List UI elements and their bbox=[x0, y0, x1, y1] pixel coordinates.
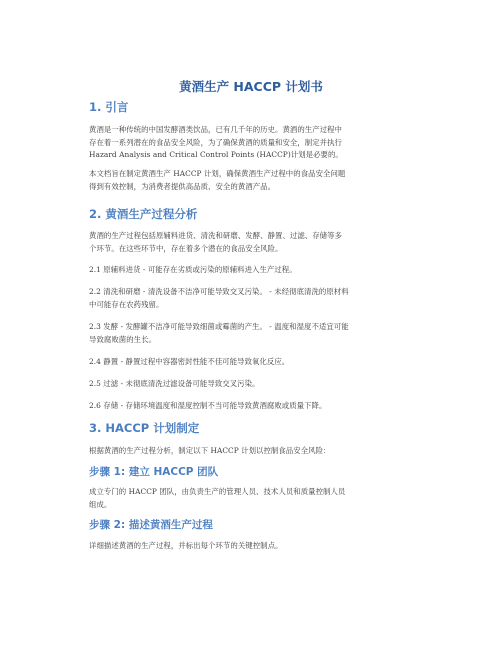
text-line: 成立专门的 HACCP 团队，由负责生产的管理人员、技术人员和质量控制人员 bbox=[89, 487, 346, 496]
text-line: 黄酒的生产过程包括原辅料进货、清洗和研磨、发酵、静置、过滤、存储等多 bbox=[89, 231, 342, 240]
text-line: 详细描述黄酒的生产过程，并标出每个环节的关键控制点。 bbox=[89, 541, 283, 550]
text-line: 2.2 清洗和研磨 - 清洗设备不洁净可能导致交叉污染。 - 未经彻底清洗的原材料 bbox=[89, 287, 349, 296]
process-item-2-1 bbox=[89, 264, 419, 277]
text-line: 根据黄酒的生产过程分析，制定以下 HACCP 计划以控制食品安全风险： bbox=[89, 446, 331, 455]
text-line: 组成。 bbox=[89, 499, 112, 509]
process-item-2-2 bbox=[89, 286, 419, 311]
text-line: 2.6 存储 - 存储环境温度和湿度控制不当可能导致黄酒腐败或质量下降。 bbox=[89, 401, 327, 410]
text-line: 本文档旨在制定黄酒生产 HACCP 计划，确保黄酒生产过程中的食品安全问题 bbox=[89, 169, 346, 178]
text-line: 2.3 发酵 - 发酵罐不洁净可能导致细菌或霉菌的产生。 - 温度和湿度不适宜可能 bbox=[89, 322, 349, 331]
text-line: Hazard Analysis and Critical Control Points (HACCP)计划是必要的。 bbox=[89, 150, 343, 159]
text-line: 得到有效控制，为消费者提供高品质、安全的黄酒产品。 bbox=[89, 181, 276, 191]
text-line: 导致腐败菌的生长。 bbox=[89, 334, 156, 344]
section-heading-process: 2. 黄酒生产过程分析 bbox=[89, 207, 198, 221]
section-heading-plan: 3. HACCP 计划制定 bbox=[89, 421, 200, 435]
step-1-paragraph bbox=[89, 486, 419, 511]
intro-paragraph-2 bbox=[89, 168, 419, 193]
process-item-2-3 bbox=[89, 321, 419, 346]
text-line: 个环节。在这些环节中，存在着多个潜在的食品安全风险。 bbox=[89, 243, 283, 253]
section-heading-intro: 1. 引言 bbox=[89, 100, 129, 114]
intro-paragraph-1 bbox=[89, 124, 419, 162]
step-1-heading: 步骤 1: 建立 HACCP 团队 bbox=[89, 466, 219, 478]
text-line: 2.4 静置 - 静置过程中容器密封性能不佳可能导致氧化反应。 bbox=[89, 357, 290, 366]
document-title: 黄酒生产 HACCP 计划书 bbox=[179, 79, 323, 94]
text-line: 中可能存在农药残留。 bbox=[89, 299, 164, 309]
step-2-paragraph bbox=[89, 540, 419, 553]
step-2-heading: 步骤 2: 描述黄酒生产过程 bbox=[89, 519, 213, 531]
plan-paragraph-1 bbox=[89, 445, 419, 458]
process-paragraph-1 bbox=[89, 230, 419, 255]
text-line: 2.5 过滤 - 未彻底清洗过滤设备可能导致交叉污染。 bbox=[89, 379, 260, 388]
text-line: 2.1 原辅料进货 - 可能存在劣质或污染的原辅料进入生产过程。 bbox=[89, 265, 297, 274]
text-line: 黄酒是一种传统的中国发酵酒类饮品，已有几千年的历史。黄酒的生产过程中 bbox=[89, 125, 342, 134]
process-item-2-5 bbox=[89, 378, 419, 391]
process-item-2-6 bbox=[89, 400, 419, 413]
process-item-2-4 bbox=[89, 356, 419, 369]
text-line: 存在着一系列潜在的食品安全风险，为了确保黄酒的质量和安全，制定并执行 bbox=[89, 137, 342, 147]
